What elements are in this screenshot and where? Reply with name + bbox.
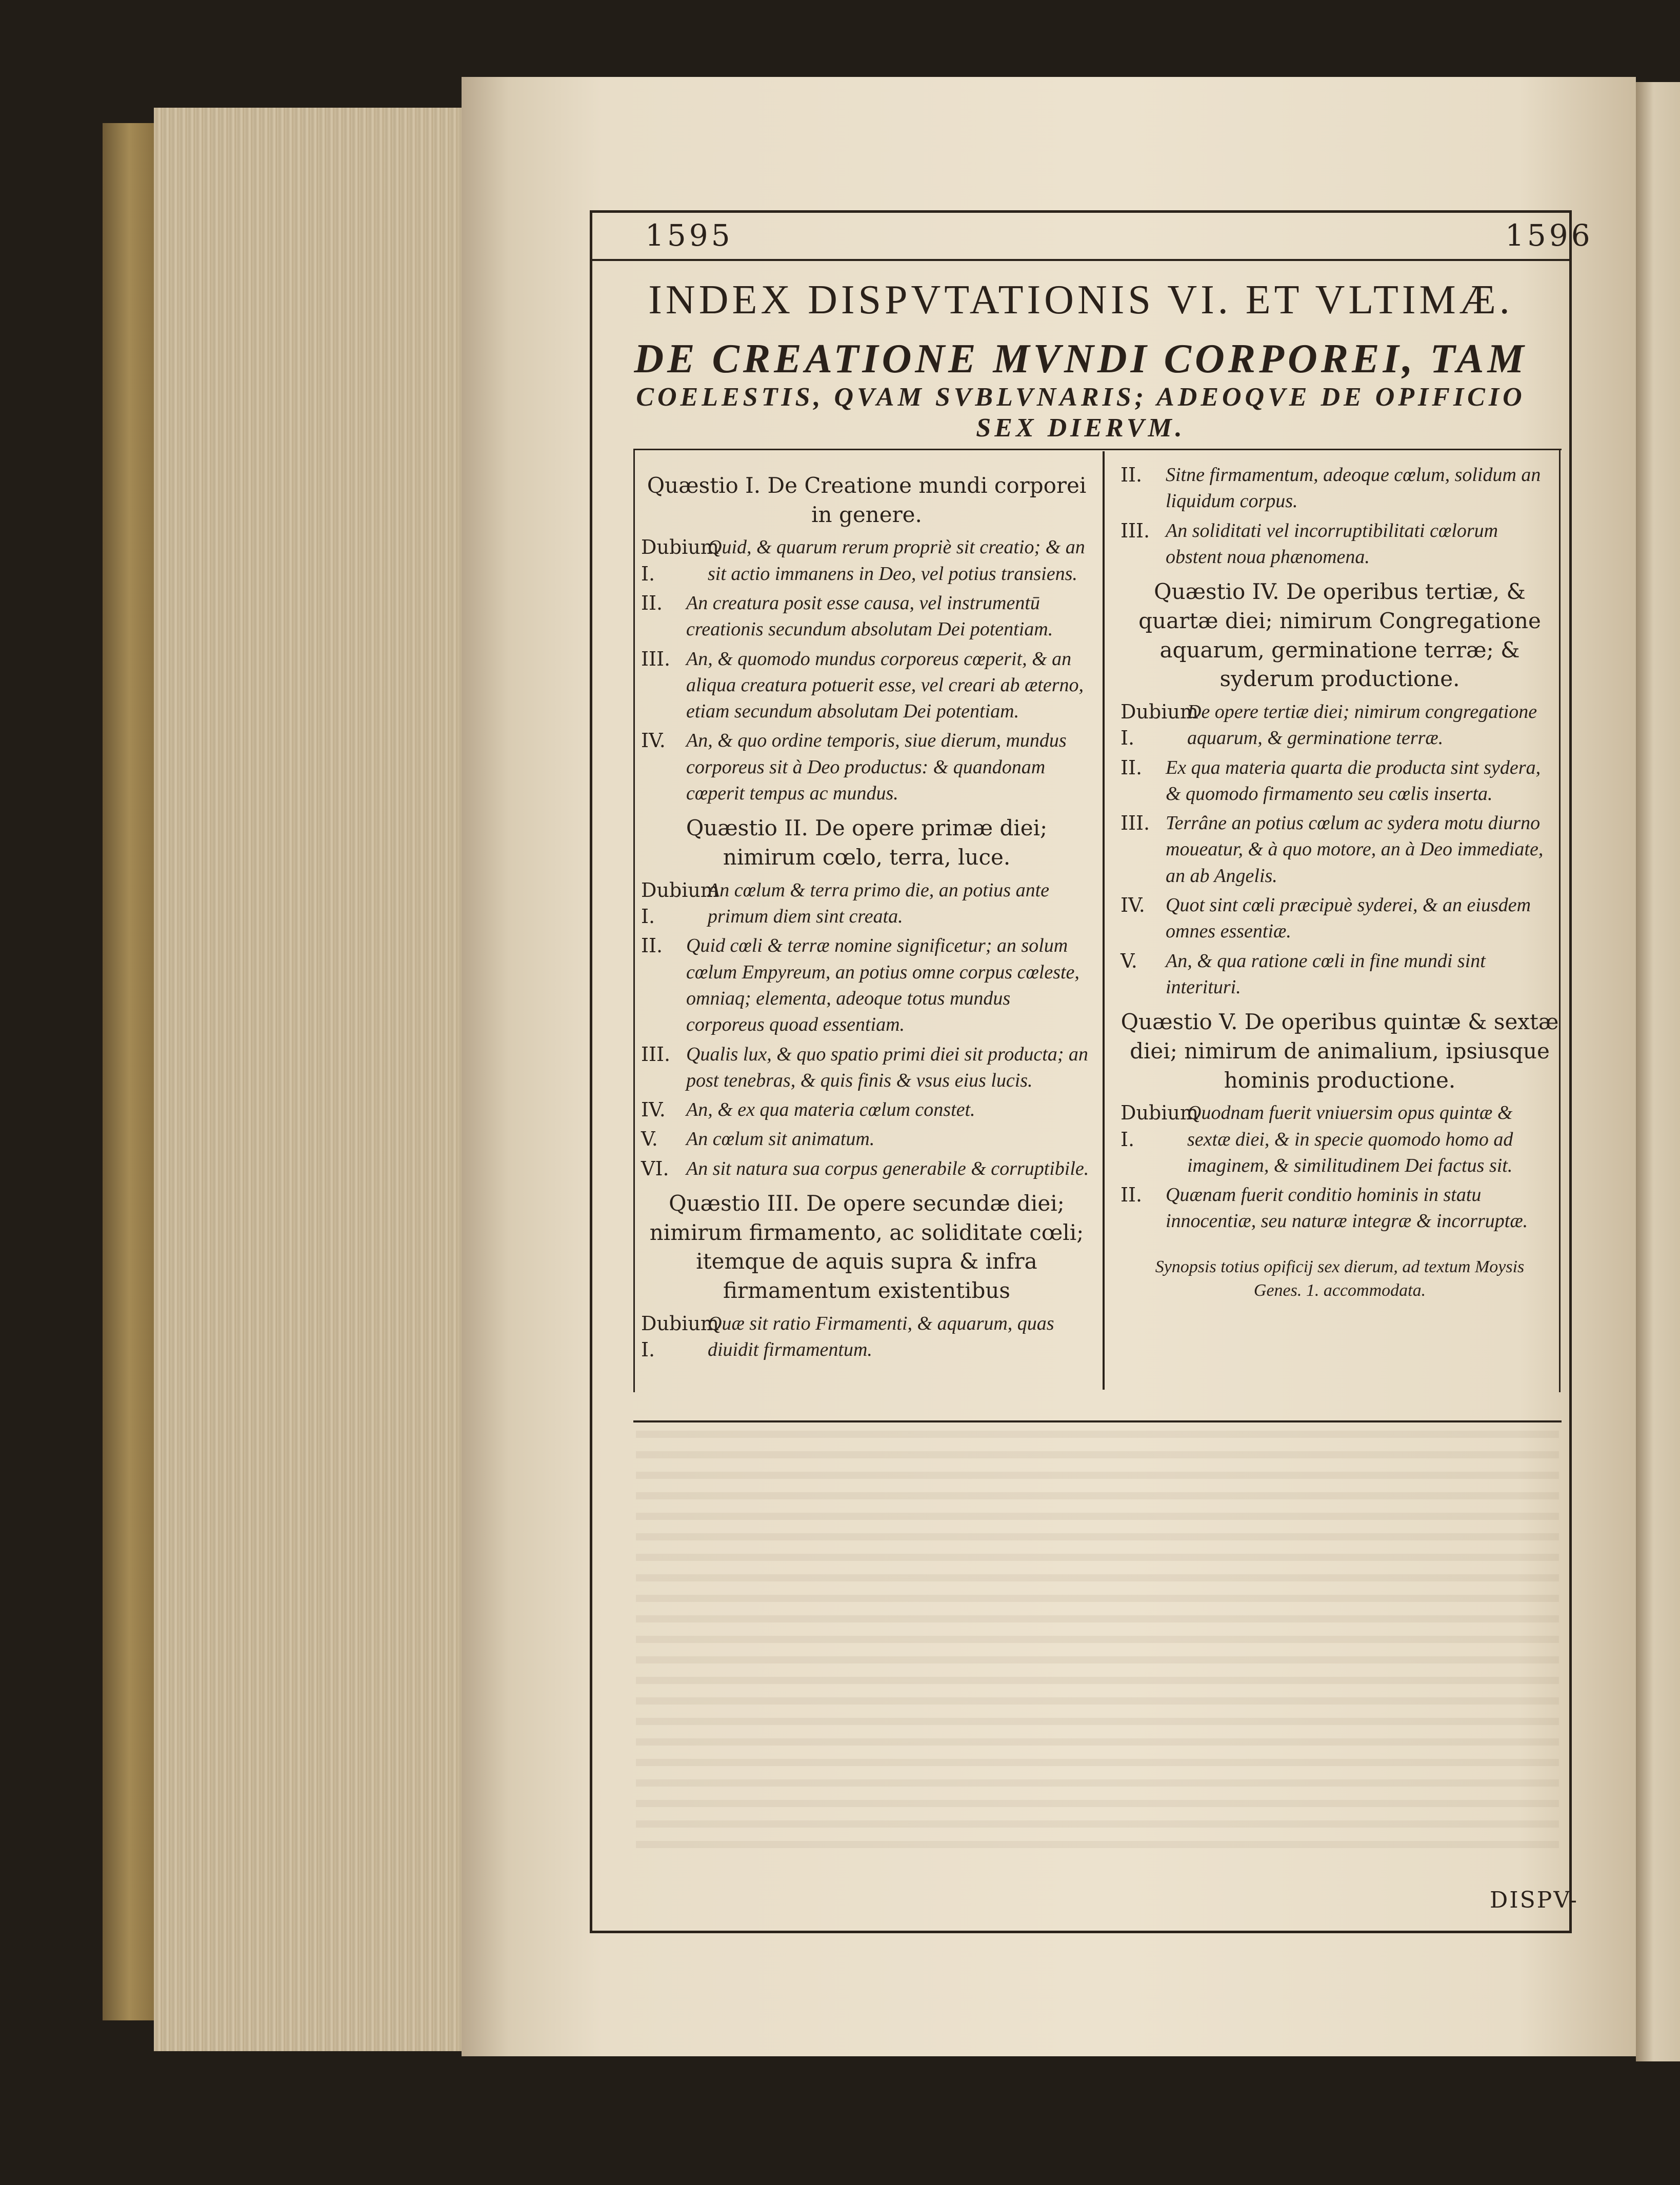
question-heading: Quæstio II. De opere primæ diei; nimirum cœlo, terra, luce.	[686, 815, 1048, 870]
columns-right-rule	[1559, 449, 1561, 1392]
list-item	[1121, 892, 1559, 945]
item-number: III.	[1121, 812, 1150, 835]
item-text: Quænam fuerit conditio hominis in statu innocentiæ, seu naturæ integræ & incorruptæ.	[1166, 1184, 1528, 1232]
question-heading: Quæstio I. De Creatione mundi corporei in genere.	[647, 473, 1087, 527]
index-subtitle-line1: DE CREATIONE MVNDI CORPOREI, TAM	[634, 336, 1528, 382]
list-item	[1121, 948, 1559, 1001]
index-subtitle-line3: SEX DIERVM.	[976, 413, 1186, 443]
item-text: Quid cœli & terræ nomine significetur; an solum cœlum Empyreum, an potius omne corpus cœleste, omniaq; elementa, adeoque totus mundus corporeus quoad essentiam.	[686, 935, 1079, 1036]
question-heading: Quæstio III. De opere secundæ diei; nimirum firmamento, ac soliditate cœli; itemque de aquis supra & infra firmamentum existentibus	[649, 1190, 1084, 1304]
item-number: III.	[1121, 519, 1150, 542]
item-text: Ex qua materia quarta die producta sint sydera, & quomodo firmamento seu cœlis inserta.	[1166, 756, 1541, 805]
index-title: INDEX DISPVTATIONIS VI. ET VLTIMÆ.	[648, 277, 1513, 323]
list-item	[1121, 699, 1559, 752]
item-number: Dubium I.	[1121, 700, 1198, 750]
facing-page-edge	[1636, 82, 1680, 2061]
item-number: II.	[1121, 1184, 1143, 1207]
list-item	[641, 1041, 1092, 1094]
item-text: De opere tertiæ diei; nimirum congregatione aquarum, & germinatione terræ.	[1187, 700, 1537, 749]
item-number: V.	[1121, 949, 1137, 972]
list-item	[1121, 755, 1559, 808]
item-text: An, & quomodo mundus corporeus cœperit, & an aliqua creatura potuerit esse, vel creari ab æterno, etiam secundum absolutam Dei potentiam.	[686, 648, 1084, 723]
list-item	[641, 1311, 1092, 1364]
list-item	[1121, 1182, 1559, 1235]
item-number: II.	[1121, 464, 1143, 486]
item-number: II.	[641, 934, 663, 957]
question-heading: Quæstio IV. De operibus tertiæ, & quartæ diei; nimirum Congregatione aquarum, germinatione terræ; & syderum productione.	[1138, 579, 1541, 692]
item-text: Quæ sit ratio Firmamenti, & aquarum, quas diuidit firmamentum.	[708, 1312, 1054, 1361]
item-text: Quid, & quarum rerum propriè sit creatio; & an sit actio immanens in Deo, vel potius transiens.	[708, 536, 1085, 585]
item-text: An soliditati vel incorruptibilitati cœlorum obstent noua phænomena.	[1166, 519, 1498, 568]
item-text: An creatura posit esse causa, vel instrumentū creationis secundum absolutam Dei potentiam.	[686, 592, 1053, 640]
catchword: DISPV-	[1490, 1887, 1579, 1913]
item-number: Dubium I.	[641, 536, 719, 585]
index-subtitle-line2: COELESTIS, QVAM SVBLVNARIS; ADEOQVE DE OPIFICIO	[636, 383, 1526, 412]
item-text: Terrâne an potius cœlum ac sydera motu diurno moueatur, & à quo motore, an à Deo immediate, an ab Angelis.	[1166, 812, 1544, 887]
synopsis-note: Synopsis totius opificij sex dierum, ad textum Moysis Genes. 1. accommodata.	[1155, 1257, 1525, 1300]
item-number: IV.	[641, 729, 666, 752]
item-text: Quot sint cœli præcipuè syderei, & an eiusdem omnes essentiæ.	[1166, 894, 1531, 943]
list-item	[641, 877, 1092, 930]
header-rule	[590, 259, 1572, 261]
item-number: Dubium I.	[641, 1312, 719, 1361]
item-number: V.	[641, 1128, 658, 1151]
show-through-area	[636, 1431, 1559, 1851]
item-text: An, & ex qua materia cœlum constet.	[686, 1099, 975, 1121]
page-number-right: 1596	[1505, 218, 1593, 253]
question-heading: Quæstio V. De operibus quintæ & sextæ diei; nimirum de animalium, ipsiusque hominis productione.	[1121, 1009, 1559, 1093]
item-text: An cœlum & terra primo die, an potius ante primum diem sint creata.	[708, 879, 1050, 928]
list-item	[1121, 1100, 1559, 1179]
list-item	[641, 1097, 1092, 1123]
columns-left-rule	[633, 449, 635, 1392]
item-text: An, & quo ordine temporis, siue dierum, mundus corporeus sit à Deo productus: & quandonam cœperit tempus ac mundus.	[686, 730, 1067, 805]
item-number: III.	[641, 647, 671, 670]
columns-top-rule	[633, 449, 1562, 450]
list-item	[1121, 462, 1559, 515]
page-number-left: 1595	[645, 218, 733, 253]
item-number: Dubium I.	[1121, 1101, 1198, 1151]
item-number: II.	[1121, 756, 1143, 779]
list-item	[641, 646, 1092, 725]
item-number: II.	[641, 591, 663, 614]
item-text: Sitne firmamentum, adeoque cœlum, solidum an liquidum corpus.	[1166, 464, 1541, 512]
right-column	[1121, 459, 1559, 1302]
item-number: IV.	[641, 1098, 666, 1121]
item-text: An, & qua ratione cœli in fine mundi sint interituri.	[1166, 950, 1486, 998]
list-item	[1121, 810, 1559, 889]
item-number: III.	[641, 1043, 671, 1066]
list-item	[641, 534, 1092, 587]
list-item	[641, 1156, 1092, 1182]
item-text: Qualis lux, & quo spatio primi diei sit producta; an post tenebras, & quis finis & vsus eius lucis.	[686, 1043, 1088, 1091]
list-item	[1121, 518, 1559, 571]
item-text: An sit natura sua corpus generabile & corruptibile.	[686, 1157, 1089, 1179]
list-item	[641, 590, 1092, 643]
item-text: An cœlum sit animatum.	[686, 1128, 875, 1150]
item-number: IV.	[1121, 894, 1145, 917]
bottom-rule	[633, 1420, 1562, 1422]
item-number: VI.	[641, 1157, 669, 1180]
list-item	[641, 933, 1092, 1038]
list-item	[641, 1126, 1092, 1152]
page-block-edge	[154, 108, 482, 2051]
item-text: Quodnam fuerit vniuersim opus quintæ & sextæ diei, & in specie quomodo homo ad imaginem, & similitudinem Dei factus sit.	[1187, 1102, 1513, 1176]
item-number: Dubium I.	[641, 878, 719, 928]
left-column	[641, 464, 1092, 1366]
column-divider	[1103, 451, 1105, 1390]
list-item	[641, 728, 1092, 807]
